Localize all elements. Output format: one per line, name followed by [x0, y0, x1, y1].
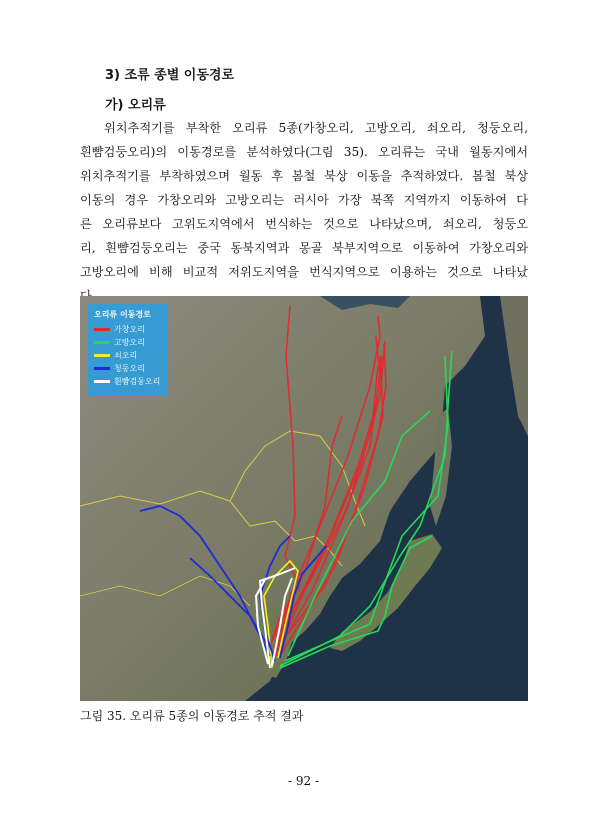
legend-label: 가창오리 [114, 325, 145, 334]
figure-caption: 그림 35. 오리류 5종의 이동경로 추적 결과 [80, 709, 304, 723]
paragraph-line: 위치추적기를 부착한 오리류 5종(가창오리, 고방오리, 쇠오리, 청둥오리, [104, 121, 528, 135]
body-paragraph [80, 116, 528, 308]
subsection-heading: 가) 오리류 [105, 98, 166, 113]
legend-label: 청둥오리 [114, 364, 145, 373]
legend-swatch [94, 354, 110, 357]
paragraph-line: 고방오리에 비해 비교적 저위도지역을 번식지역으로 이용하는 것으로 나타났 [80, 265, 528, 279]
paragraph-line: 위치추적기를 부착하였으며 월동 후 봄철 북상 이동을 추적하였다. 봄철 북상 [80, 169, 528, 183]
legend-swatch [94, 367, 110, 370]
legend-item [94, 337, 145, 349]
legend-label: 흰뺨검둥오리 [114, 377, 161, 386]
legend-swatch [94, 380, 110, 383]
migration-map-figure [80, 296, 528, 701]
legend-item [94, 324, 145, 336]
legend-title: 오리류 이동경로 [94, 310, 151, 319]
legend-swatch [94, 341, 110, 344]
paragraph-line: 른 오리류보다 고위도지역에서 번식하는 것으로 나타났으며, 쇠오리, 청둥오 [80, 217, 528, 231]
legend-label: 쇠오리 [114, 351, 138, 360]
legend-item [94, 350, 137, 362]
legend-swatch [94, 328, 110, 331]
section-heading: 3) 조류 종별 이동경로 [105, 68, 235, 83]
paragraph-line: 리, 흰뺨검둥오리는 중국 동북지역과 몽골 북부지역으로 이동하여 가창오리와 [80, 241, 528, 255]
map-legend [88, 304, 168, 396]
page-number: - 92 - [287, 774, 319, 788]
legend-item [94, 363, 145, 375]
legend-label: 고방오리 [114, 338, 145, 347]
paragraph-line: 흰뺨검둥오리)의 이동경로를 분석하였다(그림 35). 오리류는 국내 월동지에서 [80, 145, 528, 159]
legend-item [94, 376, 160, 388]
paragraph-line: 이동의 경우 가창오리와 고방오리는 러시아 가장 북쪽 지역까지 이동하여 다 [80, 193, 528, 207]
